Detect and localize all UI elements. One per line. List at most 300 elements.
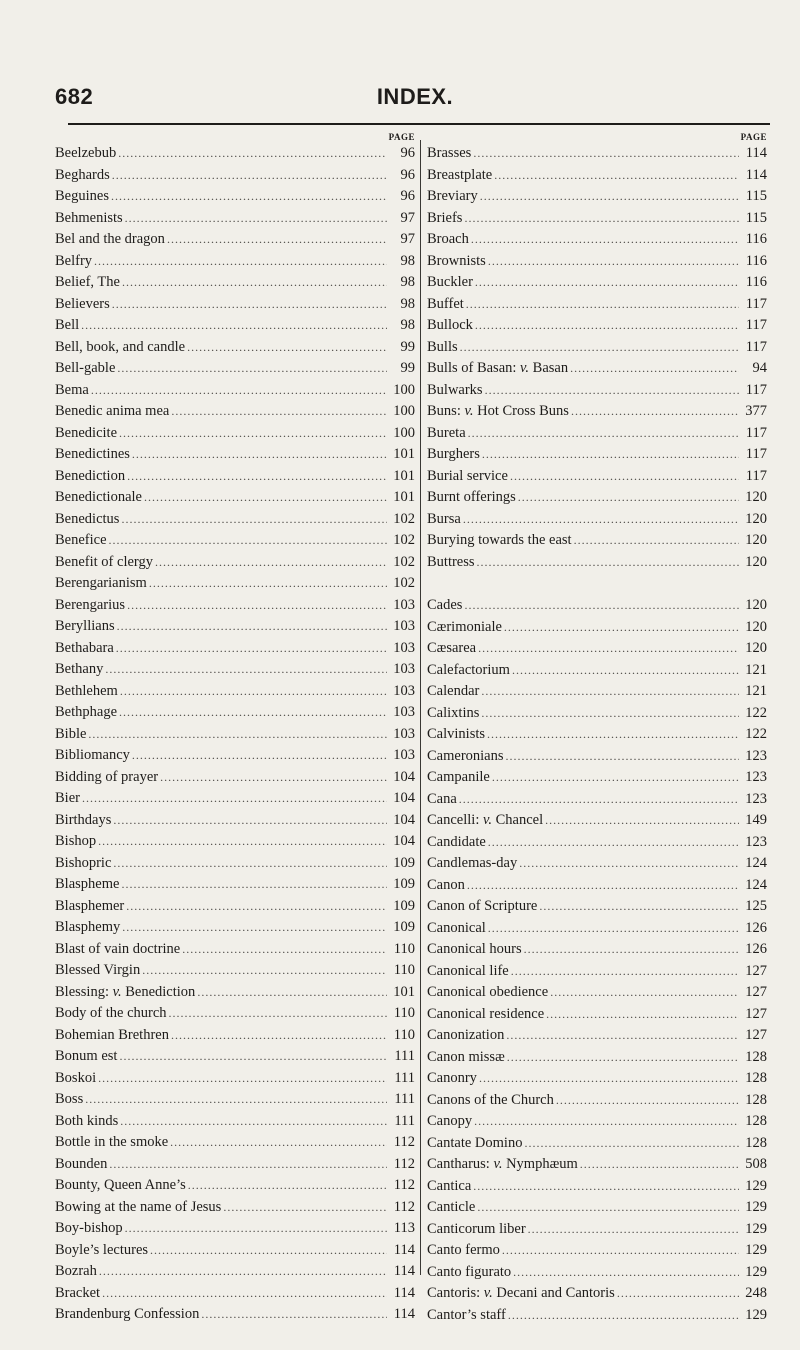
- index-entry: [427, 229, 767, 251]
- dot-leader: [127, 466, 387, 488]
- index-entry: [427, 423, 767, 445]
- entry-page-number: 114: [745, 166, 767, 183]
- entry-page-number: 377: [745, 403, 767, 419]
- dot-leader: [513, 1262, 739, 1284]
- dot-leader: [170, 1132, 387, 1154]
- dot-leader: [125, 1218, 387, 1240]
- index-entry: [55, 294, 415, 316]
- index-entry: [427, 703, 767, 725]
- index-entry: [55, 165, 415, 187]
- dot-leader: [545, 810, 739, 832]
- entry-term: Breastplate: [427, 166, 493, 183]
- entry-page-number: 101: [393, 489, 415, 505]
- entry-page-number: 116: [745, 231, 767, 247]
- index-entry: [427, 617, 767, 639]
- index-entry: [55, 960, 415, 982]
- index-entry: [427, 789, 767, 811]
- index-entry: [55, 659, 415, 681]
- dot-leader: [117, 616, 387, 638]
- entry-page-number: 120: [745, 489, 767, 505]
- dot-leader: [188, 1175, 387, 1197]
- entry-term: Canonical hours: [427, 941, 522, 957]
- dot-leader: [550, 982, 739, 1004]
- entry-page-number: 110: [393, 1005, 415, 1021]
- entry-page-number: 120: [745, 510, 767, 527]
- entry-term: Canto figurato: [427, 1263, 512, 1280]
- entry-page-number: 97: [400, 231, 415, 247]
- index-entry: [427, 509, 767, 531]
- index-entry: [55, 143, 415, 165]
- entry-term: Canons of the Church: [427, 1091, 554, 1108]
- cross-reference-marker: v.: [483, 1285, 493, 1301]
- entry-term: Calendar: [427, 683, 480, 699]
- index-entry: [427, 337, 767, 359]
- entry-term: Canonical obedience: [427, 984, 549, 1000]
- entry-page-number: 120: [745, 640, 767, 656]
- entry-term: Bethphage: [55, 704, 118, 720]
- entry-page-number: 117: [745, 424, 767, 441]
- entry-page-number: 113: [393, 1220, 415, 1236]
- entry-term: Boskoi: [55, 1069, 97, 1086]
- entry-term: Brandenburg Confession: [55, 1306, 200, 1322]
- index-entry: [427, 961, 767, 983]
- entry-page-number: 101: [393, 983, 415, 1000]
- running-title: INDEX.: [376, 84, 454, 109]
- entry-page-number: 127: [745, 984, 767, 1000]
- entry-term: Boyle’s lectures: [55, 1241, 149, 1258]
- dot-leader: [91, 380, 387, 402]
- index-entry: [55, 1132, 415, 1154]
- entry-page-number: 109: [393, 919, 415, 935]
- dot-leader: [169, 1003, 387, 1025]
- index-entry: [55, 939, 415, 961]
- index-entry: [427, 315, 767, 337]
- entry-term: Cana: [427, 790, 457, 807]
- entry-page-number: 114: [745, 145, 767, 161]
- entry-term: Bottle in the smoke: [55, 1134, 169, 1150]
- entry-page-number: 103: [393, 661, 415, 677]
- entry-page-number: 129: [745, 1177, 767, 1194]
- entry-page-number: 100: [393, 403, 415, 419]
- entry-term: Blast of vain doctrine: [55, 940, 181, 957]
- index-entry: [427, 208, 767, 230]
- dot-leader: [468, 423, 739, 445]
- dot-leader: [105, 659, 387, 681]
- entry-page-number: 122: [745, 726, 767, 742]
- dot-leader: [109, 530, 387, 552]
- left-column: [55, 131, 415, 1326]
- entry-term: Bema: [55, 381, 89, 398]
- entry-page-number: 115: [745, 188, 767, 204]
- entry-term: Calefactorium: [427, 661, 510, 678]
- index-entry: [55, 509, 415, 531]
- dot-leader: [510, 466, 739, 488]
- dot-leader: [119, 702, 387, 724]
- dot-leader: [506, 746, 739, 768]
- entry-term: Blasphemy: [55, 919, 121, 935]
- entry-term: Cantor’s staff: [427, 1306, 506, 1323]
- entry-page-number: 102: [393, 532, 415, 548]
- entry-term: Cades: [427, 597, 463, 613]
- dot-leader: [475, 272, 739, 294]
- entry-term: Bounden: [55, 1155, 108, 1172]
- entry-page-number: 103: [393, 682, 415, 699]
- index-entry: [55, 358, 415, 380]
- entry-term: Cancelli: v. Chancel: [427, 812, 544, 828]
- dot-leader: [109, 1154, 387, 1176]
- entry-page-number: 129: [745, 1220, 767, 1237]
- dot-leader: [574, 530, 739, 552]
- index-entry: [427, 1262, 767, 1284]
- entry-page-number: 129: [745, 1199, 767, 1215]
- index-entry: [55, 638, 415, 660]
- entry-term: Bibliomancy: [55, 747, 130, 763]
- entry-page-number: 102: [393, 510, 415, 527]
- dot-leader: [473, 143, 739, 165]
- entry-term: Bullock: [427, 317, 473, 333]
- entry-page-number: 127: [745, 962, 767, 979]
- index-entry: [427, 595, 767, 617]
- entry-term: Calvinists: [427, 726, 486, 742]
- entry-term: Brasses: [427, 145, 472, 161]
- entry-page-number: 110: [393, 1026, 415, 1043]
- entry-term: Buns: v. Hot Cross Buns: [427, 403, 569, 419]
- index-entry: [55, 444, 415, 466]
- dot-leader: [580, 1154, 739, 1176]
- entry-term: Boss: [55, 1091, 84, 1107]
- entry-page-number: 112: [393, 1198, 415, 1215]
- index-entry: [427, 165, 767, 187]
- entry-page-number: 120: [745, 597, 767, 613]
- index-entry: [427, 1068, 767, 1090]
- entry-page-number: 117: [745, 381, 767, 398]
- index-entry: [55, 1154, 415, 1176]
- entry-page-number: 117: [745, 446, 767, 462]
- entry-page-number: 109: [393, 854, 415, 871]
- index-entry: [55, 1068, 415, 1090]
- entry-page-number: 128: [745, 1048, 767, 1065]
- entry-term: Bell-gable: [55, 360, 116, 376]
- index-entry: [427, 1283, 767, 1305]
- index-entry: [427, 1111, 767, 1133]
- page-number: 682: [55, 84, 94, 109]
- index-entry: [55, 1283, 415, 1305]
- entry-page-number: 127: [745, 1027, 767, 1043]
- entry-page-number: 128: [745, 1091, 767, 1108]
- dot-leader: [488, 832, 739, 854]
- entry-page-number: 117: [745, 467, 767, 484]
- entry-page-number: 128: [745, 1070, 767, 1086]
- entry-page-number: 124: [745, 876, 767, 893]
- dot-leader: [479, 1068, 739, 1090]
- entry-page-number: 129: [745, 1306, 767, 1323]
- entry-term: Brownists: [427, 252, 486, 269]
- index-entry: [55, 1003, 415, 1025]
- dot-leader: [112, 165, 387, 187]
- entry-page-number: 98: [400, 295, 415, 312]
- dot-leader: [112, 294, 387, 316]
- dot-leader: [488, 251, 739, 273]
- index-entry: [427, 1197, 767, 1219]
- index-entry: [427, 746, 767, 768]
- dot-leader: [98, 1068, 387, 1090]
- cross-reference-marker: v.: [112, 983, 122, 1000]
- dot-leader: [81, 315, 387, 337]
- dot-leader: [524, 939, 739, 961]
- dot-leader: [160, 767, 387, 789]
- entry-page-number: 248: [745, 1285, 767, 1301]
- index-entry: [427, 272, 767, 294]
- index-entry: [427, 530, 767, 552]
- dot-leader: [463, 509, 739, 531]
- entry-page-number: 117: [745, 317, 767, 333]
- index-entry: [427, 294, 767, 316]
- index-entry: [55, 1240, 415, 1262]
- entry-term: Bounty, Queen Anne’s: [55, 1177, 186, 1193]
- entry-page-number: 123: [745, 747, 767, 764]
- entry-term: Bethlehem: [55, 682, 118, 699]
- index-entry: [427, 896, 767, 918]
- index-entry: [55, 745, 415, 767]
- right-entry-list-c-section: [427, 595, 767, 1326]
- entry-page-number: 104: [393, 768, 415, 785]
- dot-leader: [116, 638, 387, 660]
- entry-term: Canonical: [427, 919, 486, 936]
- index-entry: [55, 552, 415, 574]
- dot-leader: [117, 358, 387, 380]
- entry-page-number: 110: [393, 962, 415, 978]
- index-entry: [55, 315, 415, 337]
- entry-term: Benediction: [55, 467, 126, 484]
- entry-page-number: 122: [745, 704, 767, 721]
- dot-leader: [512, 660, 739, 682]
- entry-page-number: 128: [745, 1113, 767, 1129]
- index-entry: [427, 358, 767, 380]
- entry-term: Candlemas-day: [427, 855, 518, 871]
- page-column-label: PAGE: [388, 132, 415, 142]
- index-entry: [427, 444, 767, 466]
- index-entry: [55, 186, 415, 208]
- index-entry: [427, 1004, 767, 1026]
- index-entry: [55, 1304, 415, 1326]
- entry-term: Buckler: [427, 274, 473, 290]
- entry-page-number: 114: [393, 1263, 415, 1279]
- dot-leader: [475, 315, 739, 337]
- header-rule: [68, 123, 770, 125]
- dot-leader: [171, 1025, 387, 1047]
- entry-page-number: 103: [393, 596, 415, 613]
- index-entry: [427, 724, 767, 746]
- entry-term: Blessing: v. Benediction: [55, 983, 196, 1000]
- entry-page-number: 117: [745, 338, 767, 355]
- dot-leader: [120, 681, 387, 703]
- entry-term: Canon: [427, 876, 465, 893]
- index-entry: [55, 724, 415, 746]
- entry-term: Benedicite: [55, 424, 118, 441]
- entry-page-number: 120: [745, 553, 767, 570]
- dot-leader: [556, 1090, 739, 1112]
- dot-leader: [460, 337, 739, 359]
- dot-leader: [504, 617, 739, 639]
- dot-leader: [459, 789, 739, 811]
- dot-leader: [481, 681, 739, 703]
- index-entry: [55, 530, 415, 552]
- entry-term: Campanile: [427, 769, 490, 785]
- index-entry: [55, 595, 415, 617]
- index-entry: [427, 939, 767, 961]
- entry-term: Blasphemer: [55, 897, 125, 914]
- entry-page-number: 110: [393, 940, 415, 957]
- entry-page-number: 129: [745, 1263, 767, 1280]
- entry-term: Benedictionale: [55, 489, 142, 505]
- index-entry: [55, 810, 415, 832]
- index-entry: [427, 251, 767, 273]
- entry-page-number: 125: [745, 898, 767, 914]
- entry-term: Benefit of clergy: [55, 553, 153, 570]
- entry-term: Canticorum liber: [427, 1220, 526, 1237]
- index-entry: [55, 251, 415, 273]
- left-entry-list: [55, 143, 415, 1326]
- dot-leader: [464, 595, 739, 617]
- entry-term: Bulls of Basan: v. Basan: [427, 360, 569, 376]
- entry-term: Canto fermo: [427, 1242, 500, 1258]
- dot-leader: [149, 573, 387, 595]
- index-entry: [55, 1046, 415, 1068]
- entry-page-number: 126: [745, 919, 767, 936]
- dot-leader: [85, 1089, 387, 1111]
- entry-term: Benefice: [55, 532, 107, 548]
- entry-term: Canopy: [427, 1113, 473, 1129]
- entry-page-number: 123: [745, 833, 767, 850]
- index-entry: [55, 896, 415, 918]
- entry-page-number: 111: [394, 1091, 415, 1107]
- dot-leader: [481, 703, 739, 725]
- dot-leader: [482, 444, 739, 466]
- entry-page-number: 98: [400, 317, 415, 333]
- index-entry: [55, 616, 415, 638]
- right-entry-list-b-section: [427, 143, 767, 573]
- entry-term: Broach: [427, 231, 469, 247]
- index-entry: [55, 337, 415, 359]
- dot-leader: [473, 1176, 739, 1198]
- entry-page-number: 121: [745, 661, 767, 678]
- entry-page-number: 103: [393, 725, 415, 742]
- entry-term: Bowing at the name of Jesus: [55, 1198, 222, 1215]
- dot-leader: [197, 982, 387, 1004]
- dot-leader: [171, 401, 387, 423]
- entry-page-number: 114: [393, 1306, 415, 1322]
- dot-leader: [546, 1004, 739, 1026]
- dot-leader: [155, 552, 387, 574]
- index-entry: [55, 208, 415, 230]
- entry-page-number: 124: [745, 855, 767, 871]
- index-entry: [427, 1305, 767, 1327]
- index-entry: [427, 466, 767, 488]
- dot-leader: [88, 724, 387, 746]
- entry-term: Bethabara: [55, 639, 114, 656]
- cross-reference-marker: v.: [520, 360, 530, 376]
- dot-leader: [528, 1219, 739, 1241]
- dot-leader: [142, 960, 387, 982]
- entry-term: Cantoris: v. Decani and Cantoris: [427, 1285, 615, 1301]
- index-entry: [427, 982, 767, 1004]
- index-entry: [427, 918, 767, 940]
- entry-term: Bell, book, and candle: [55, 338, 186, 355]
- entry-term: Bulls: [427, 338, 458, 355]
- entry-page-number: 109: [393, 876, 415, 892]
- entry-term: Behmenists: [55, 209, 123, 226]
- entry-page-number: 102: [393, 553, 415, 570]
- entry-term: Canticle: [427, 1199, 476, 1215]
- dot-leader: [120, 1111, 387, 1133]
- index-entry: [427, 638, 767, 660]
- entry-term: Calixtins: [427, 704, 480, 721]
- dot-leader: [487, 724, 739, 746]
- entry-term: Bishop: [55, 833, 97, 849]
- entry-page-number: 103: [393, 747, 415, 763]
- dot-leader: [125, 208, 387, 230]
- dot-leader: [539, 896, 739, 918]
- entry-page-number: 109: [393, 897, 415, 914]
- dot-leader: [471, 229, 739, 251]
- index-entry: [427, 1090, 767, 1112]
- index-entry: [55, 874, 415, 896]
- entry-term: Birthdays: [55, 811, 112, 828]
- entry-term: Benedic anima mea: [55, 403, 170, 419]
- index-entry: [427, 1133, 767, 1155]
- entry-term: Bozrah: [55, 1263, 97, 1279]
- index-entry: [55, 1175, 415, 1197]
- dot-leader: [111, 186, 387, 208]
- dot-leader: [122, 917, 387, 939]
- entry-page-number: 111: [394, 1112, 415, 1129]
- index-entry: [55, 767, 415, 789]
- dot-leader: [122, 272, 387, 294]
- index-entry: [427, 660, 767, 682]
- dot-leader: [144, 487, 387, 509]
- index-entry: [55, 423, 415, 445]
- entry-page-number: 98: [400, 252, 415, 269]
- entry-term: Body of the church: [55, 1005, 167, 1021]
- entry-term: Bishopric: [55, 854, 112, 871]
- dot-leader: [508, 1305, 739, 1327]
- index-entry: [55, 1111, 415, 1133]
- dot-leader: [507, 1047, 739, 1069]
- dot-leader: [121, 874, 387, 896]
- cross-reference-marker: v.: [482, 812, 492, 828]
- dot-leader: [82, 788, 387, 810]
- index-entry: [55, 702, 415, 724]
- entry-page-number: 120: [745, 532, 767, 548]
- entry-term: Burial service: [427, 467, 508, 484]
- index-entry: [55, 401, 415, 423]
- entry-term: Blaspheme: [55, 876, 120, 892]
- index-entry: [55, 681, 415, 703]
- entry-page-number: 120: [745, 618, 767, 635]
- entry-term: Benedictus: [55, 510, 120, 527]
- entry-page-number: 104: [393, 811, 415, 828]
- entry-page-number: 103: [393, 618, 415, 634]
- index-entry: [55, 272, 415, 294]
- entry-page-number: 100: [393, 424, 415, 441]
- index-entry: [55, 1218, 415, 1240]
- entry-term: Bracket: [55, 1284, 101, 1301]
- dot-leader: [119, 423, 387, 445]
- entry-term: Bonum est: [55, 1048, 118, 1064]
- entry-page-number: 98: [400, 274, 415, 290]
- entry-page-number: 508: [745, 1156, 767, 1172]
- entry-page-number: 103: [393, 639, 415, 656]
